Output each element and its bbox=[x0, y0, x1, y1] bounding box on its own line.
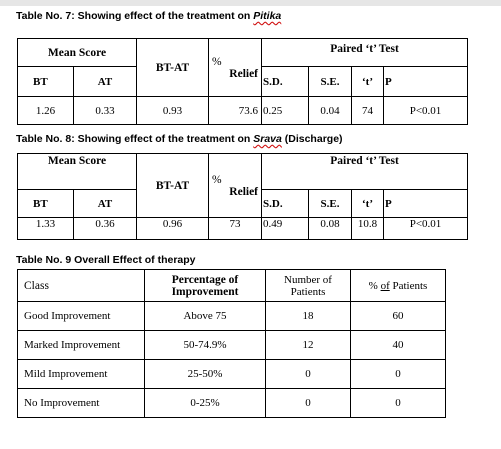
table7 bbox=[17, 38, 468, 125]
top-bar bbox=[0, 0, 501, 6]
table9-cell-pct: 0 bbox=[351, 360, 446, 389]
table8-cell-se: 0.08 bbox=[309, 218, 352, 240]
table7-mean-score: Mean Score bbox=[18, 39, 137, 67]
table8-relief: Relief bbox=[229, 185, 259, 198]
table7-cell-at: 0.33 bbox=[74, 97, 137, 125]
table9-caption: Table No. 9 Overall Effect of therapy bbox=[16, 254, 196, 266]
table9-percentage-header-line1: Percentage of bbox=[171, 273, 239, 286]
table7-cell-sd: 0.25 bbox=[262, 97, 309, 125]
table9-percentage-header-line2: Improvement bbox=[171, 285, 239, 298]
table8-sd-header: S.D. bbox=[262, 190, 309, 218]
table7-at-header: AT bbox=[74, 67, 137, 97]
table8-paired-t-test: Paired ‘t’ Test bbox=[262, 154, 468, 190]
table9-percentage-header bbox=[145, 270, 266, 302]
table7-caption bbox=[16, 10, 281, 22]
table9-cell-number: 0 bbox=[266, 389, 351, 418]
table9-cell-number: 0 bbox=[266, 360, 351, 389]
table8-cell-p: P<0.01 bbox=[384, 218, 468, 240]
table8-caption bbox=[16, 133, 343, 145]
table7-percent-relief bbox=[209, 39, 262, 97]
table9 bbox=[17, 269, 446, 418]
table-row bbox=[18, 97, 468, 125]
table7-t-header: ‘t’ bbox=[352, 67, 384, 97]
table8-cell-bt: 1.33 bbox=[18, 218, 74, 240]
table8-t-header: ‘t’ bbox=[352, 190, 384, 218]
table9-cell-pct: 40 bbox=[351, 331, 446, 360]
table9-pct-patients-prefix: % bbox=[368, 279, 381, 292]
table9-cell-pct: 0 bbox=[351, 389, 446, 418]
table7-se-header: S.E. bbox=[309, 67, 352, 97]
table8-bt-at: BT-AT bbox=[137, 154, 209, 218]
table9-cell-class: No Improvement bbox=[18, 389, 145, 418]
table9-cell-class: Mild Improvement bbox=[18, 360, 145, 389]
table9-pct-patients-of: of bbox=[380, 279, 390, 292]
table9-cell-percentage: 0-25% bbox=[145, 389, 266, 418]
table9-cell-percentage: 25-50% bbox=[145, 360, 266, 389]
table7-cell-bt-at: 0.93 bbox=[137, 97, 209, 125]
table7-relief: Relief bbox=[229, 67, 259, 80]
table7-bt-at: BT-AT bbox=[137, 39, 209, 97]
table9-cell-percentage: Above 75 bbox=[145, 302, 266, 331]
table8-se-header: S.E. bbox=[309, 190, 352, 218]
table8 bbox=[17, 153, 468, 240]
table7-p-header: P bbox=[384, 67, 468, 97]
table7-caption-term: Pitika bbox=[253, 10, 282, 22]
table8-caption-term: Srava bbox=[253, 133, 282, 145]
table9-pct-patients-header bbox=[351, 270, 446, 302]
table8-cell-relief: 73 bbox=[209, 218, 262, 240]
table7-cell-p: P<0.01 bbox=[384, 97, 468, 125]
table9-pct-patients-suffix: Patients bbox=[389, 279, 428, 292]
table9-cell-number: 12 bbox=[266, 331, 351, 360]
table8-percent: % bbox=[212, 173, 222, 186]
table9-cell-number: 18 bbox=[266, 302, 351, 331]
table-row bbox=[18, 331, 446, 360]
table9-cell-class: Good Improvement bbox=[18, 302, 145, 331]
table8-caption-prefix: Table No. 8: Showing effect of the treatment on bbox=[16, 133, 254, 145]
table7-cell-t: 74 bbox=[352, 97, 384, 125]
table9-cell-pct: 60 bbox=[351, 302, 446, 331]
table7-caption-prefix: Table No. 7: Showing effect of the treatment on bbox=[16, 10, 254, 22]
table7-cell-bt: 1.26 bbox=[18, 97, 74, 125]
table8-mean-score: Mean Score bbox=[18, 154, 137, 190]
table7-paired-t-test: Paired ‘t’ Test bbox=[262, 39, 468, 67]
table-row bbox=[18, 389, 446, 418]
table-row bbox=[18, 218, 468, 240]
table9-number-header-line1: Number of bbox=[284, 273, 332, 286]
table9-number-header-line2: Patients bbox=[290, 285, 326, 298]
table7-bt-header: BT bbox=[18, 67, 74, 97]
table8-cell-sd: 0.49 bbox=[262, 218, 309, 240]
table7-sd-header: S.D. bbox=[262, 67, 309, 97]
table7-cell-relief: 73.6 bbox=[209, 97, 262, 125]
table-row bbox=[18, 360, 446, 389]
table9-number-header bbox=[266, 270, 351, 302]
table8-bt-header: BT bbox=[18, 190, 74, 218]
table9-cell-class: Marked Improvement bbox=[18, 331, 145, 360]
table8-cell-at: 0.36 bbox=[74, 218, 137, 240]
table9-cell-percentage: 50-74.9% bbox=[145, 331, 266, 360]
table8-p-header: P bbox=[384, 190, 468, 218]
table7-percent: % bbox=[212, 55, 222, 68]
table-row bbox=[18, 302, 446, 331]
table8-cell-bt-at: 0.96 bbox=[137, 218, 209, 240]
table7-cell-se: 0.04 bbox=[309, 97, 352, 125]
table9-class-header: Class bbox=[18, 270, 145, 302]
table8-at-header: AT bbox=[74, 190, 137, 218]
table8-caption-suffix: (Discharge) bbox=[281, 133, 343, 145]
table8-cell-t: 10.8 bbox=[352, 218, 384, 240]
table8-percent-relief bbox=[209, 154, 262, 218]
